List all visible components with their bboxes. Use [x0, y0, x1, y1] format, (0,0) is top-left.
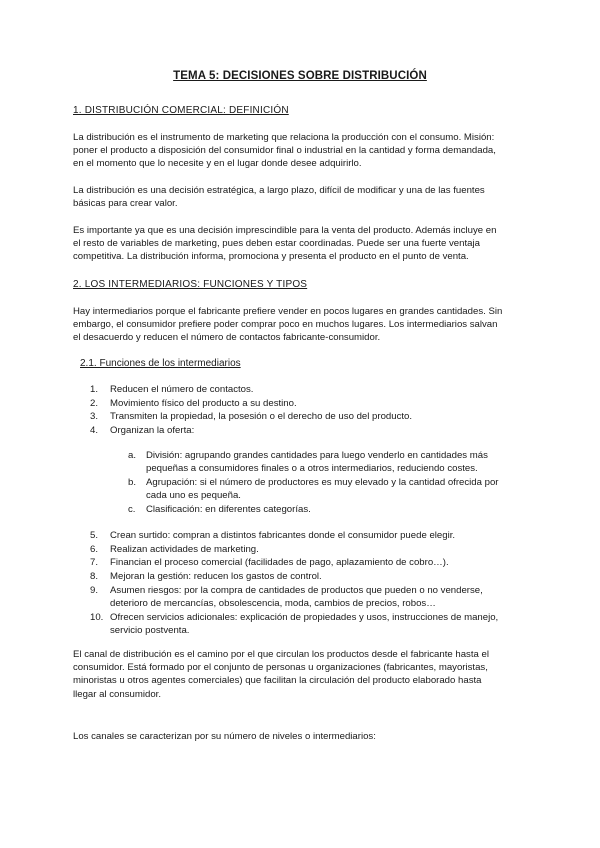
- text-line: Los canales se caracterizan por su número de niveles o intermediarios:: [73, 731, 376, 742]
- list-item: [90, 611, 530, 637]
- list-item-text: [110, 397, 530, 410]
- text-line: Hay intermediarios porque el fabricante prefiere vender en pocos lugares en grandes cantidades. Sin: [73, 306, 503, 317]
- list-item: [90, 543, 530, 556]
- list-item-number: 6.: [90, 543, 99, 555]
- list-item-text: [110, 570, 530, 583]
- text-line: Ofrecen servicios adicionales: explicación de propiedades y usos, instrucciones de manejo,: [110, 611, 499, 623]
- text-line: Transmiten la propiedad, la posesión o el derecho de uso del producto.: [110, 411, 413, 423]
- text-line: servicio postventa.: [110, 624, 190, 636]
- text-line: Realizan actividades de marketing.: [110, 543, 259, 555]
- text-line: en el momento que lo necesite y en el lugar donde desee adquirirlo.: [73, 158, 362, 170]
- text-line: La distribución es el instrumento de marketing que relaciona la producción con el consumo. Misión:: [73, 132, 495, 143]
- list-item-text: [110, 383, 530, 396]
- list-item-number: 2.: [90, 397, 99, 409]
- list-item-number: 9.: [90, 584, 99, 596]
- list-item: [90, 570, 530, 583]
- text-line: básicas para crear valor.: [73, 198, 178, 210]
- section-2-paragraph-2: [73, 648, 528, 701]
- list-item: [90, 584, 530, 610]
- list-item: [128, 476, 528, 502]
- text-line: Es importante ya que es una decisión imprescindible para la venta del producto. Además incluye en: [73, 225, 497, 236]
- page-title: TEMA 5: DECISIONES SOBRE DISTRIBUCIÓN: [173, 70, 427, 82]
- text-line: minoristas u otros agentes comerciales) que facilitan la circulación del producto elaborado hasta: [73, 675, 482, 687]
- list-item-number: 7.: [90, 557, 99, 569]
- text-line: pequeñas a consumidores finales o a otros intermediarios, reduciendo costes.: [146, 463, 478, 475]
- text-line: embargo, el consumidor prefiere poder comprar poco en muchos lugares. Los intermediarios salvan: [73, 319, 498, 331]
- text-line: El canal de distribución es el camino por el que circulan los productos desde el fabricante hasta el: [73, 649, 489, 660]
- text-line: Movimiento físico del producto a su destino.: [110, 397, 297, 409]
- list-item-number: 3.: [90, 411, 99, 423]
- list-item: [90, 397, 530, 410]
- text-line: llegar al consumidor.: [73, 688, 161, 700]
- section-2-paragraph-1: [73, 305, 528, 345]
- list-item-number: c.: [128, 503, 136, 515]
- text-line: consumidor. Está formado por el conjunto de personas u organizaciones (fabricantes, mayoristas,: [73, 662, 488, 674]
- list-item: [128, 503, 528, 516]
- section-2-1-subheading: 2.1. Funciones de los intermediarios: [80, 358, 241, 369]
- text-line: Organizan la oferta:: [110, 425, 195, 437]
- list-item-number: 1.: [90, 384, 99, 395]
- section-2-paragraph-3: [73, 730, 528, 743]
- organize-offer-sublist: [128, 449, 528, 517]
- list-item-text: [110, 556, 530, 569]
- list-item-text: [110, 611, 530, 637]
- list-item-text: [110, 424, 530, 437]
- section-2-heading: 2. LOS INTERMEDIARIOS: FUNCIONES Y TIPOS: [73, 279, 308, 290]
- section-1-paragraph-3: [73, 224, 528, 264]
- list-item-text: [146, 476, 528, 502]
- list-item-text: [146, 503, 528, 516]
- list-item: [90, 383, 530, 396]
- list-item-text: [110, 543, 530, 556]
- text-line: Agrupación: si el número de productores es muy elevado y la cantidad ofrecida por: [146, 476, 499, 488]
- list-item-number: b.: [128, 476, 137, 488]
- text-line: Reducen el número de contactos.: [110, 384, 254, 395]
- list-item-text: [110, 410, 530, 423]
- list-item-text: [146, 449, 528, 475]
- list-item-number: 10.: [90, 611, 104, 623]
- text-line: cada uno es pequeña.: [146, 490, 241, 502]
- list-item-text: [110, 584, 530, 610]
- text-line: Mejoran la gestión: reducen los gastos de control.: [110, 571, 322, 583]
- list-item-number: a.: [128, 450, 137, 461]
- list-item: [90, 529, 530, 542]
- list-item-number: 4.: [90, 425, 99, 437]
- functions-list-part-2: [90, 529, 530, 638]
- text-line: Clasificación: en diferentes categorías.: [146, 503, 311, 515]
- text-line: competitiva. La distribución informa, promociona y presenta el producto en el punto de venta.: [73, 251, 469, 263]
- section-1-heading: 1. DISTRIBUCIÓN COMERCIAL: DEFINICIÓN: [73, 105, 289, 116]
- text-line: Crean surtido: compran a distintos fabricantes donde el consumidor puede elegir.: [110, 530, 456, 541]
- text-line: División: agrupando grandes cantidades para luego venderlo en cantidades más: [146, 450, 488, 461]
- functions-list-part-1: [90, 383, 530, 438]
- text-line: el desacuerdo y reducen el número de contactos fabricante-consumidor.: [73, 332, 381, 344]
- list-item: [90, 424, 530, 437]
- text-line: Asumen riesgos: por la compra de cantidades de productos que pueden o no venderse,: [110, 584, 483, 596]
- text-line: Financian el proceso comercial (facilidades de pago, aplazamiento de cobro…).: [110, 557, 449, 569]
- section-1-paragraph-1: [73, 131, 528, 171]
- list-item: [90, 410, 530, 423]
- text-line: el resto de variables de marketing, pues deben estar coordinadas. Puede ser una fuerte ventaja: [73, 238, 480, 250]
- list-item-number: 5.: [90, 530, 99, 541]
- list-item: [90, 556, 530, 569]
- text-line: deterioro de mercancías, obsolescencia, moda, cambios de precios, robos…: [110, 598, 436, 610]
- section-1-paragraph-2: [73, 184, 528, 210]
- text-line: poner el producto a disposición del consumidor final o industrial en la cantidad y forma demandada,: [73, 145, 496, 157]
- list-item: [128, 449, 528, 475]
- list-item-text: [110, 529, 530, 542]
- list-item-number: 8.: [90, 571, 99, 583]
- text-line: La distribución es una decisión estratégica, a largo plazo, difícil de modificar y una de las fuentes: [73, 185, 485, 196]
